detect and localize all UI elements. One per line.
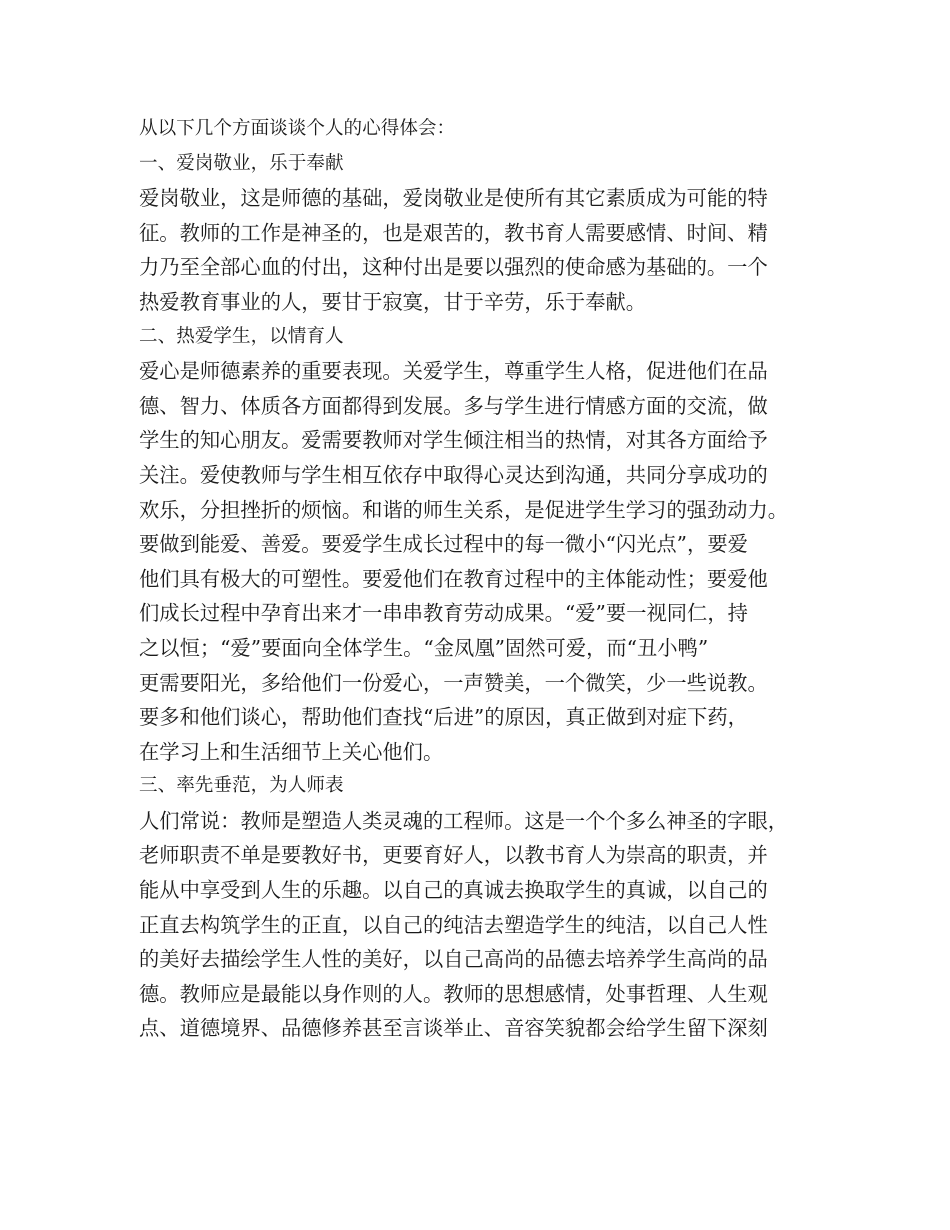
section-1-heading: 一、爱岗敬业，乐于奉献 (139, 152, 344, 174)
paragraph-line: 能从中享受到人生的乐趣。以自己的真诚去换取学生的真诚，以自己的 (139, 878, 768, 903)
paragraph-line: 之以恒；“爱”要面向全体学生。“金凤凰”固然可爱，而“丑小鸭” (139, 635, 709, 660)
paragraph-line: 爱岗敬业，这是师德的基础，爱岗敬业是使所有其它素质成为可能的特 (139, 186, 768, 211)
paragraph-line: 老师职责不单是要教好书，更要育好人，以教书育人为崇高的职责，并 (139, 843, 768, 868)
paragraph-line: 德。教师应是最能以身作则的人。教师的思想感情，处事哲理、人生观 (139, 981, 768, 1006)
paragraph-line: 爱心是师德素养的重要表现。关爱学生，尊重学生人格，促进他们在品 (139, 359, 768, 384)
paragraph-line: 欢乐，分担挫折的烦恼。和谐的师生关系，是促进学生学习的强劲动力。 (139, 497, 789, 522)
paragraph-line: 热爱教育事业的人，要甘于寂寞，甘于辛劳，乐于奉献。 (139, 289, 647, 314)
paragraph-line: 力乃至全部心血的付出，这种付出是要以强烈的使命感为基础的。一个 (139, 255, 768, 280)
paragraph-line: 要多和他们谈心，帮助他们查找“后进”的原因，真正做到对症下药， (139, 705, 748, 730)
paragraph-line: 点、道德境界、品德修养甚至言谈举止、音容笑貌都会给学生留下深刻 (139, 1016, 768, 1041)
paragraph-line: 德、智力、体质各方面都得到发展。多与学生进行情感方面的交流，做 (139, 393, 768, 418)
paragraph-line: 在学习上和生活细节上关心他们。 (139, 739, 444, 764)
section-2-heading: 二、热爱学生，以情育人 (139, 325, 344, 347)
paragraph-line: 的美好去描绘学生人性的美好，以自己高尚的品德去培养学生高尚的品 (139, 947, 768, 972)
paragraph-line: 学生的知心朋友。爱需要教师对学生倾注相当的热情，对其各方面给予 (139, 428, 768, 453)
paragraph-line: 更需要阳光，多给他们一份爱心，一声赞美，一个微笑，少一些说教。 (139, 670, 768, 695)
section-3-heading: 三、率先垂范，为人师表 (139, 775, 344, 797)
paragraph-line: 征。教师的工作是神圣的，也是艰苦的，教书育人需要感情、时间、精 (139, 220, 768, 245)
paragraph-line: 正直去构筑学生的正直，以自己的纯洁去塑造学生的纯洁，以自己人性 (139, 912, 768, 937)
document-body (139, 112, 829, 1046)
paragraph-line: 人们常说：教师是塑造人类灵魂的工程师。这是一个个多么神圣的字眼， (139, 808, 789, 833)
paragraph-line: 要做到能爱、善爱。要爱学生成长过程中的每一微小“闪光点”，要爱 (139, 532, 748, 557)
intro-line: 从以下几个方面谈谈个人的心得体会： (139, 118, 456, 139)
paragraph-line: 关注。爱使教师与学生相互依存中取得心灵达到沟通，共同分享成功的 (139, 462, 768, 487)
paragraph-line: 们成长过程中孕育出来才一串串教育劳动成果。“爱”要一视同仁，持 (139, 601, 748, 626)
paragraph-line: 他们具有极大的可塑性。要爱他们在教育过程中的主体能动性；要爱他 (139, 566, 768, 591)
